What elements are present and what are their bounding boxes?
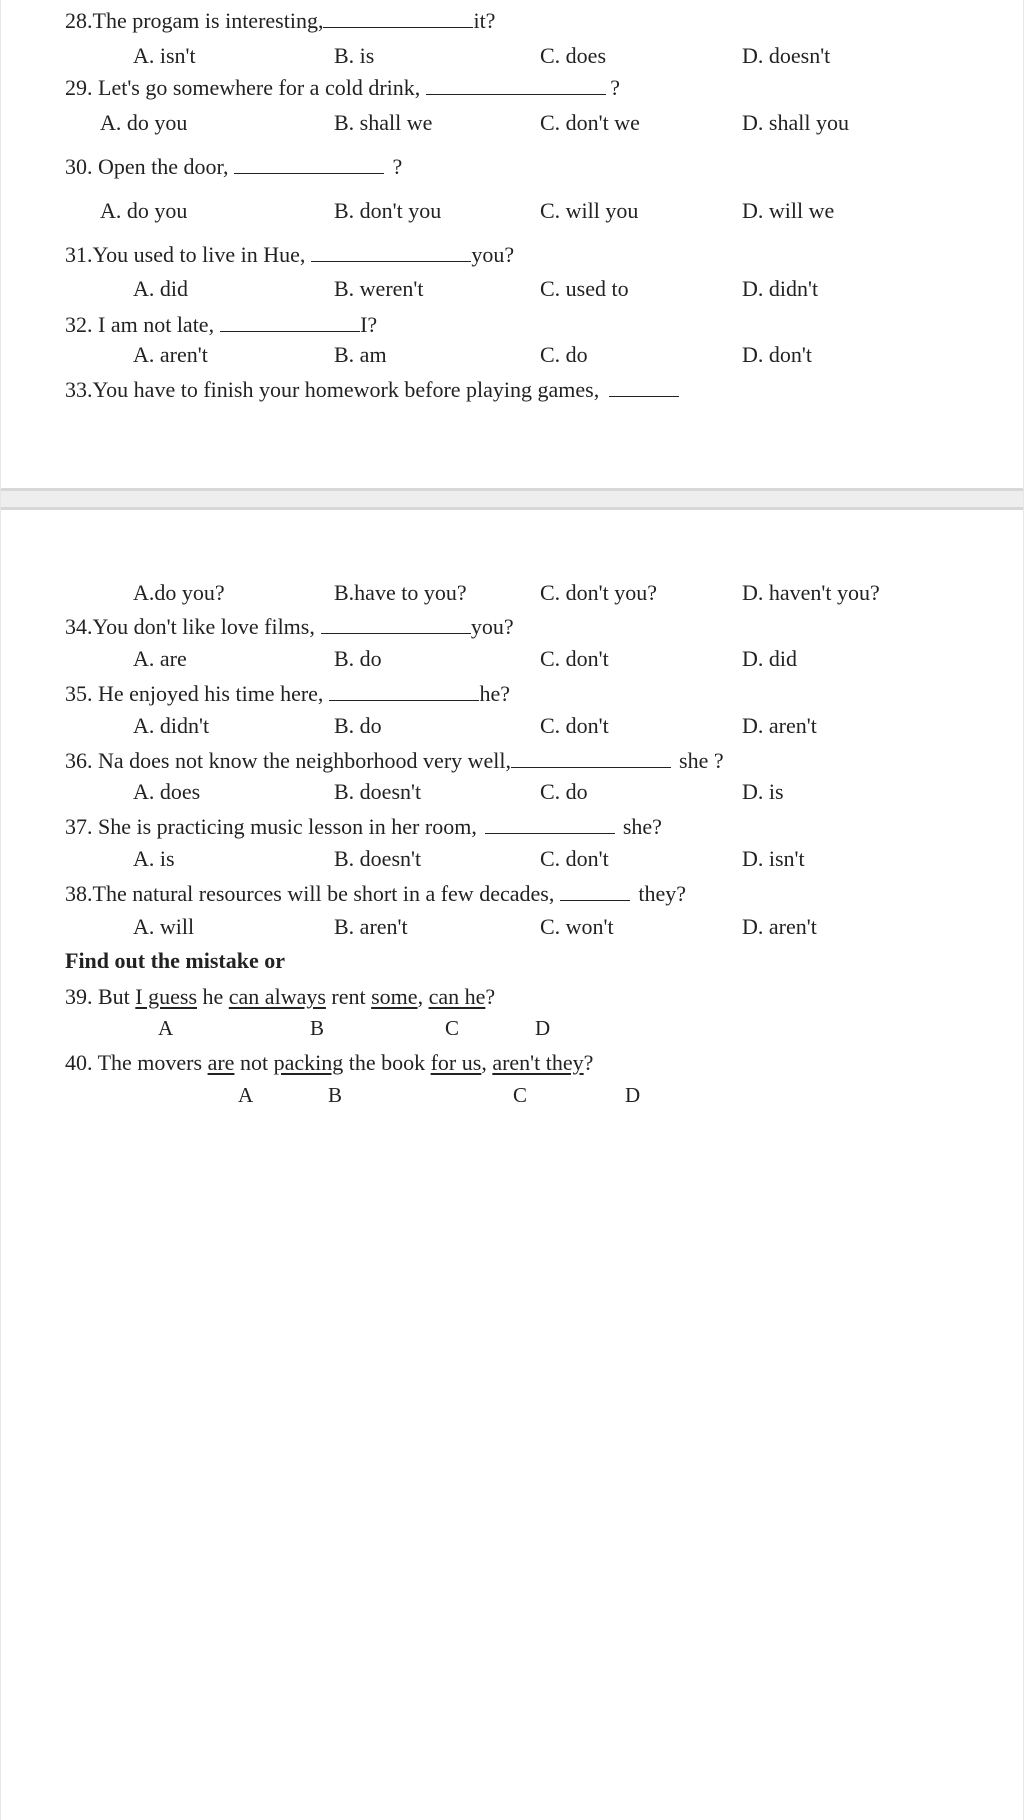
answer-blank: [485, 833, 615, 834]
option-c: C. do: [540, 779, 588, 804]
question-text: 28.The progam is interesting,: [65, 8, 324, 33]
answer-blank: [426, 94, 606, 95]
option-b: B. don't you: [334, 198, 442, 223]
question-40: [65, 1050, 593, 1076]
letter-d: D: [535, 1016, 551, 1040]
option-d: D. aren't: [742, 914, 817, 939]
option-d: D. aren't: [742, 713, 817, 738]
option-d: D. haven't you?: [742, 580, 880, 605]
option-a: A. do you: [100, 110, 188, 135]
text-segment: 39. But: [65, 984, 136, 1009]
question-32: [65, 312, 377, 338]
letter-c: C: [513, 1083, 528, 1107]
option-a: A.do you?: [133, 580, 225, 605]
option-c: C. used to: [540, 276, 629, 301]
option-c: C. won't: [540, 914, 614, 939]
underlined-option-c: for us: [430, 1050, 482, 1075]
answer-blank: [329, 700, 479, 701]
option-d: D. shall you: [742, 110, 849, 135]
letter-c: C: [445, 1016, 460, 1040]
option-a: A. is: [133, 846, 175, 871]
question-text: 32. I am not late,: [65, 312, 215, 337]
option-d: D. is: [742, 779, 784, 804]
text-segment: 40. The movers: [65, 1050, 208, 1075]
question-28: [65, 8, 495, 34]
answer-blank: [311, 261, 471, 262]
option-c: C. will you: [540, 198, 639, 223]
option-a: A. do you: [100, 198, 188, 223]
text-segment: ?: [583, 1050, 594, 1075]
option-b: B. doesn't: [334, 779, 422, 804]
question-tag: she?: [622, 814, 662, 839]
option-a: A. isn't: [133, 43, 196, 68]
question-tag: she ?: [679, 748, 724, 773]
text-segment: ,: [481, 1050, 493, 1075]
text-segment: the book: [343, 1050, 431, 1075]
letter-a: A: [158, 1016, 174, 1040]
question-39: [65, 984, 495, 1010]
answer-blank: [560, 900, 630, 901]
option-c: C. don't we: [540, 110, 640, 135]
letter-b: B: [310, 1016, 325, 1040]
question-text: 30. Open the door,: [65, 154, 229, 179]
question-tag: you?: [470, 614, 514, 639]
option-d: D. doesn't: [742, 43, 831, 68]
text-segment: he: [197, 984, 229, 1009]
option-d: D. will we: [742, 198, 835, 223]
answer-blank: [321, 633, 471, 634]
option-d: D. did: [742, 646, 797, 671]
underlined-option-b: packing: [273, 1050, 344, 1075]
question-33: [65, 377, 679, 403]
underlined-option-d: can he: [428, 984, 486, 1009]
underlined-option-d: aren't they: [492, 1050, 584, 1075]
underlined-option-c: some: [371, 984, 418, 1009]
underlined-option-a: are: [207, 1050, 235, 1075]
question-31: [65, 242, 514, 268]
question-text: 36. Na does not know the neighborhood very well,: [65, 748, 512, 773]
option-c: C. don't: [540, 713, 609, 738]
option-d: D. isn't: [742, 846, 805, 871]
question-tag: I?: [360, 312, 378, 337]
question-text: 34.You don't like love films,: [65, 614, 315, 639]
worksheet-page-bottom: [0, 510, 1024, 1820]
question-34: [65, 614, 514, 640]
underlined-option-a: I guess: [135, 984, 198, 1009]
answer-blank: [323, 27, 473, 28]
text-segment: rent: [325, 984, 372, 1009]
option-b: B. shall we: [334, 110, 433, 135]
letter-b: B: [328, 1083, 343, 1107]
question-text: 29. Let's go somewhere for a cold drink,: [65, 75, 421, 100]
option-b: B. weren't: [334, 276, 424, 301]
question-text: 37. She is practicing music lesson in her room,: [65, 814, 477, 839]
text-segment: ,: [417, 984, 429, 1009]
question-text: 33.You have to finish your homework before playing games,: [65, 377, 600, 402]
answer-blank: [234, 173, 384, 174]
option-c: C. don't you?: [540, 580, 658, 605]
option-b: B. do: [334, 713, 382, 738]
underlined-option-b: can always: [228, 984, 326, 1009]
question-tag: they?: [638, 881, 686, 906]
question-text: 38.The natural resources will be short in a few decades,: [65, 881, 555, 906]
option-b: B. doesn't: [334, 846, 422, 871]
option-a: A. didn't: [133, 713, 210, 738]
question-36: [65, 748, 724, 774]
option-a: A. did: [133, 276, 188, 301]
option-b: B.have to you?: [334, 580, 467, 605]
question-35: [65, 681, 510, 707]
option-c: C. don't: [540, 646, 609, 671]
question-tag: you?: [471, 242, 515, 267]
question-tag: it?: [473, 8, 496, 33]
section-heading: Find out the mistake or: [65, 948, 285, 973]
letter-d: D: [625, 1083, 641, 1107]
question-38: [65, 881, 686, 907]
option-a: A. does: [133, 779, 201, 804]
question-tag: ?: [392, 154, 403, 179]
question-30: [65, 154, 402, 180]
question-37: [65, 814, 662, 840]
option-c: C. do: [540, 342, 588, 367]
question-tag: ?: [610, 75, 621, 100]
worksheet-page-top: [0, 0, 1024, 490]
option-b: B. do: [334, 646, 382, 671]
answer-blank: [220, 331, 360, 332]
question-text: 31.You used to live in Hue,: [65, 242, 306, 267]
text-segment: ?: [485, 984, 496, 1009]
option-a: A. will: [133, 914, 195, 939]
question-29: [65, 75, 620, 101]
letter-a: A: [238, 1083, 254, 1107]
option-c: C. don't: [540, 846, 609, 871]
option-c: C. does: [540, 43, 606, 68]
answer-blank: [511, 767, 671, 768]
page-separator: [0, 488, 1024, 510]
question-tag: he?: [479, 681, 510, 706]
option-d: D. didn't: [742, 276, 819, 301]
option-b: B. is: [334, 43, 375, 68]
option-a: A. are: [133, 646, 187, 671]
option-b: B. aren't: [334, 914, 408, 939]
text-segment: not: [234, 1050, 274, 1075]
answer-blank: [609, 396, 679, 397]
question-text: 35. He enjoyed his time here,: [65, 681, 324, 706]
option-d: D. don't: [742, 342, 812, 367]
option-b: B. am: [334, 342, 387, 367]
option-a: A. aren't: [133, 342, 208, 367]
